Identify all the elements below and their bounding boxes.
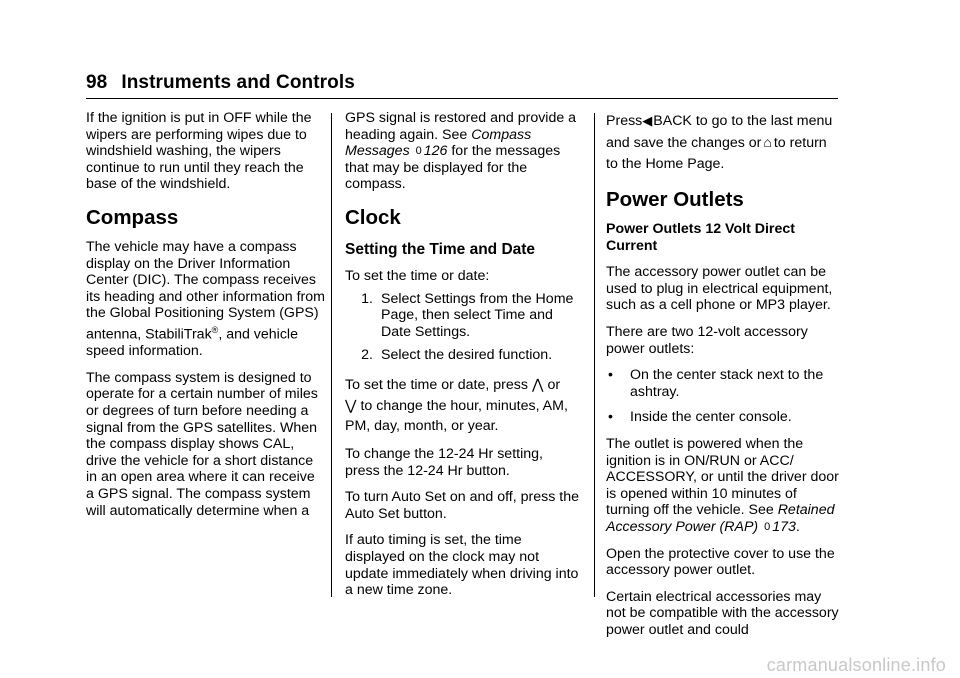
paragraph: To turn Auto Set on and off, press the Auto Set button. <box>345 489 579 522</box>
paragraph: If the ignition is put in OFF while the wipers are performing wipes due to windshield washing, the wipers continue to run until they reach the base of the windshield. <box>86 110 312 193</box>
text: for the messages that may be displayed for the compass. <box>345 143 561 193</box>
page-header <box>86 72 355 94</box>
clock-heading: Clock <box>345 205 401 229</box>
subheading: Power Outlets 12 Volt Direct Current <box>606 221 795 254</box>
watermark: carmanualsonline.info <box>766 655 946 675</box>
bullet-text: Inside the center console. <box>630 409 792 426</box>
steps-list <box>345 291 581 364</box>
text: . <box>795 518 800 535</box>
page-ref[interactable]: 126 <box>423 143 448 160</box>
list-item <box>606 367 842 400</box>
outlets-list <box>606 367 842 426</box>
step-text: Select the desired function. <box>381 347 553 364</box>
step-text: Select Settings from the Home Page, then select Time and Date Settings. <box>381 290 574 340</box>
text: The outlet is powered when the ignition is in ON/RUN or ACC/ ACCESSORY, or until the driver door is opened within 10 minutes of turning off the vehicle. See <box>606 435 839 519</box>
list-item <box>345 347 581 364</box>
home-icon: ⌂ <box>763 134 772 150</box>
step-number: 2. <box>361 347 373 364</box>
text: The vehicle may have a compass display on the Driver Information Center (DIC). The compass receives its heading and other information from the Global Positioning System (GPS) antenna, StabiliTrak <box>86 238 325 343</box>
paragraph: To change the 12-24 Hr setting, press the 12-24 Hr button. <box>345 445 543 479</box>
compass-heading: Compass <box>86 205 179 229</box>
text: BACK to go to the last menu and save the changes or <box>606 113 833 151</box>
paragraph <box>86 239 326 360</box>
step-number: 1. <box>361 290 373 307</box>
text: or <box>547 376 561 393</box>
subheading: Setting the Time and Date <box>345 240 536 258</box>
bullet: • <box>608 409 613 426</box>
chevron-down-icon: ⋁ <box>345 396 357 413</box>
text: to change the hour, minutes, AM, PM, day, month, or year. <box>345 397 568 434</box>
page-ref[interactable]: 173 <box>772 518 796 535</box>
paragraph: The accessory power outlet can be used to plug in electrical equipment, such as a cell phone or MP3 player. <box>606 264 833 314</box>
text: Press <box>606 113 643 129</box>
registered-mark: ® <box>211 324 219 335</box>
back-arrow-icon: ◀ <box>642 113 653 128</box>
column-3 <box>606 110 842 648</box>
paragraph <box>606 110 842 175</box>
chevron-up-icon: ⋀ <box>531 375 544 392</box>
paragraph: To set the time or date: <box>345 267 490 284</box>
column-1 <box>86 110 326 529</box>
bullet: • <box>608 367 613 384</box>
bullet-text: On the center stack next to the ashtray. <box>630 367 824 400</box>
paragraph <box>345 374 581 436</box>
section-title: Instruments and Controls <box>121 72 355 93</box>
paragraph: The compass system is designed to operate for a certain number of miles or degrees of turn before needing a signal from the GPS satellites. When the compass display shows CAL, drive the vehicle for a short distance in an open area where it can receive a GPS signal. The compass system will automatically determine when a <box>86 369 318 519</box>
text: GPS signal is restored and provide a heading again. See <box>345 110 577 143</box>
list-item <box>606 409 842 426</box>
column-divider-2 <box>594 113 595 597</box>
paragraph: Certain electrical accessories may not be compatible with the accessory power outlet and could <box>606 588 839 638</box>
page-ref-icon: 0 <box>764 520 771 533</box>
text: To set the time or date, press <box>345 376 528 393</box>
column-2 <box>345 110 581 609</box>
page-number: 98 <box>86 72 108 93</box>
paragraph: If auto timing is set, the time displayed on the clock may not update immediately when driving into a new time zone. <box>345 532 579 599</box>
column-divider-1 <box>331 113 332 597</box>
power-outlets-heading: Power Outlets <box>606 188 744 211</box>
header-rule <box>86 98 838 99</box>
text: , and vehicle speed information. <box>86 326 298 360</box>
paragraph <box>345 110 581 193</box>
paragraph <box>606 436 842 536</box>
text: to return to the Home Page. <box>606 135 827 172</box>
paragraph: Open the protective cover to use the accessory power outlet. <box>606 545 835 579</box>
page-ref-icon: 0 <box>415 145 422 158</box>
compass-messages-link[interactable]: Compass Messages <box>345 126 532 160</box>
list-item <box>345 291 581 341</box>
rap-link[interactable]: Retained Accessory Power (RAP) <box>606 502 835 535</box>
paragraph: There are two 12-volt accessory power outlets: <box>606 323 808 357</box>
